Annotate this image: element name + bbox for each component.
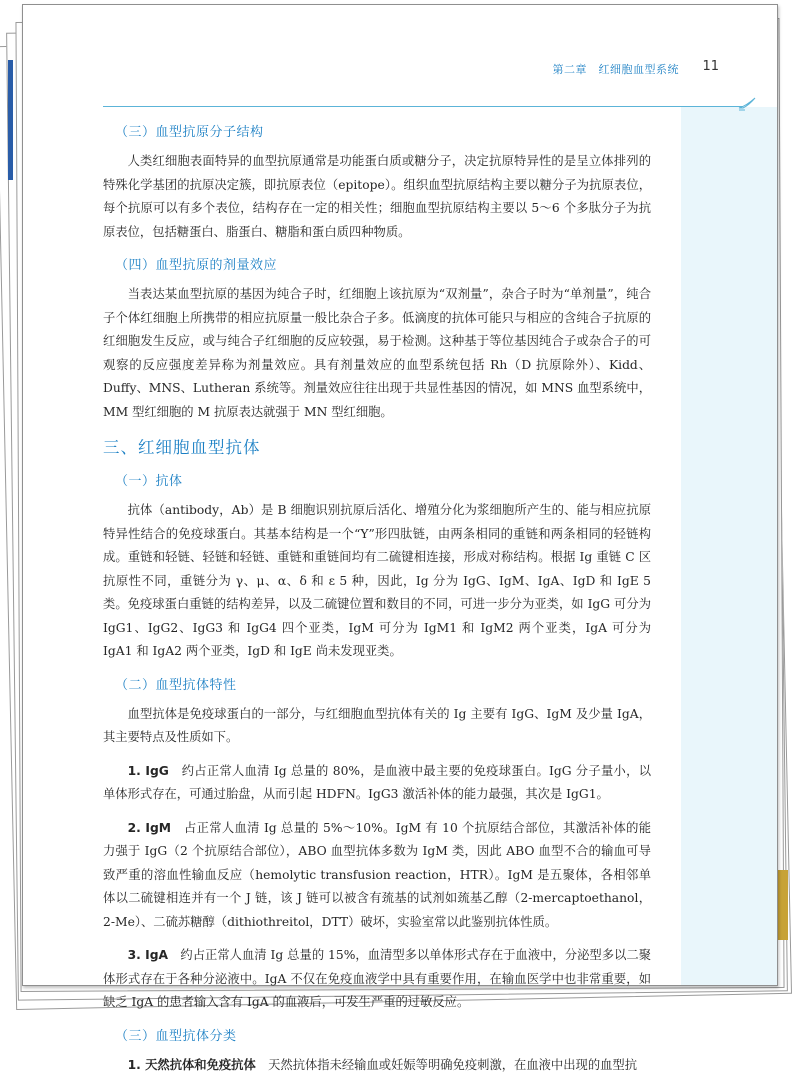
text-igm: 占正常人血清 Ig 总量的 5%～10%。IgM 有 10 个抗原结合部位，其激活补体的能力强于 IgG（2 个抗原结合部位），ABO 血型抗体多数为 IgM 类，因此 ABO 血型不合的输血可导致严重的溶血性输血反应（hemolytic transfusion reaction，HTR）。IgM 是五聚体，各相邻单体以二硫键相连并有一个 J 链，该 J 链可以被含有巯基的试剂如巯基乙醇（2-mercaptoethanol，2-Me）、二硫苏糖醇（dithiothreitol，DTT）破坏，实验室常以此鉴别抗体性质。	[103, 820, 651, 929]
book-page	[22, 4, 778, 1072]
chapter-section-heading-antibodies: 三、红细胞血型抗体	[103, 438, 261, 457]
paragraph-antibody-properties: 血型抗体是免疫球蛋白的一部分，与红细胞血型抗体有关的 Ig 主要有 IgG、IgM 及少量 IgA，其主要特点及性质如下。	[103, 706, 651, 744]
side-band	[681, 107, 777, 985]
page-header	[23, 59, 777, 79]
text-iga: 约占正常人血清 Ig 总量的 15%，血清型多以单体形式存在于血液中，分泌型多以二聚体形式存在于各种分泌液中。IgA 不仅在免疫血液学中具有重要作用，在输血医学中也非常重要，如缺乏 IgA 的患者输入含有 IgA 的血液后，可发生严重的过敏反应。	[103, 948, 651, 1009]
text-igg: 约占正常人血清 Ig 总量的 80%，是血液中最主要的免疫球蛋白。IgG 分子量小，以单体形式存在，可通过胎盘，从而引起 HDFN。IgG3 激活补体的能力最强，其次是 IgG1。	[103, 763, 651, 801]
paragraph-igm	[103, 817, 651, 935]
section-heading-dosage-effect: （四）血型抗原的剂量效应	[115, 258, 278, 273]
label-natural-antibody: 1. 天然抗体和免疫抗体	[127, 1057, 256, 1072]
paragraph-igg	[103, 760, 651, 807]
section-heading-antibody: （一）抗体	[115, 474, 183, 489]
section-heading-antibody-classification: （三）血型抗体分类	[115, 1028, 237, 1044]
label-iga: 3. IgA	[127, 948, 169, 962]
quill-icon	[737, 96, 757, 112]
book-edge-gold	[778, 870, 788, 940]
page-number: 11	[702, 59, 719, 74]
chapter-title: 第二章 红细胞血型系统	[552, 63, 679, 76]
label-igm: 2. IgM	[127, 820, 172, 835]
book-edge-blue	[8, 60, 13, 180]
text-natural-antibody: 天然抗体指未经输血或妊娠等明确免疫刺激，在血液中出现的血型抗	[268, 1057, 638, 1072]
header-rule	[103, 106, 681, 107]
header-rule-right	[681, 106, 743, 107]
paragraph-antigen-structure: 人类红细胞表面特异的血型抗原通常是功能蛋白质或糖分子，决定抗原特异性的是呈立体排列的特殊化学基团的抗原决定簇，即抗原表位（epitope）。组织血型抗原结构主要以糖分子为抗原表位，每个抗原可以有多个表位，结构存在一定的相关性；细胞血型抗原结构主要以 5～6 个多肽分子为抗原表位，包括糖蛋白、脂蛋白、糖脂和蛋白质四种物质。	[103, 154, 651, 239]
paragraph-iga	[103, 944, 651, 1015]
paragraph-antibody: 抗体（antibody，Ab）是 B 细胞识别抗原后活化、增殖分化为浆细胞所产生的、能与相应抗原特异性结合的免疫球蛋白。其基本结构是一个“Y”形四肽链，由两条相同的重链和两条相同的轻链构成。重链和轻链、轻链和轻链、重链和重链间均有二硫键相连接，形成对称结构。根据 Ig 重链 C 区抗原性不同，重链分为 γ、μ、α、δ 和 ε 5 种，因此，Ig 分为 IgG、IgM、IgA、IgD 和 IgE 5 类。免疫球蛋白重链的结构差异，以及二硫键位置和数目的不同，可进一步分为亚类，如 IgG 可分为 IgG1、IgG2、IgG3 和 IgG4 四个亚类，IgM 可分为 IgM1 和 IgM2 两个亚类，IgA 可分为 IgA1 和 IgA2 两个亚类，IgD 和 IgE 尚未发现亚类。	[103, 503, 651, 658]
paragraph-dosage-effect: 当表达某血型抗原的基因为纯合子时，红细胞上该抗原为“双剂量”，杂合子时为“单剂量”，纯合子个体红细胞上所携带的相应抗原量一般比杂合子多。低滴度的抗体可能只与相应的含纯合子抗原的红细胞发生反应，或与纯合子红细胞的反应较强，易于检测。这种基于等位基因纯合子或杂合子的可观察的反应强度差异称为剂量效应。具有剂量效应的血型系统包括 Rh（D 抗原除外）、Kidd、Duffy、MNS、Lutheran 系统等。剂量效应往往出现于共显性基因的情况，如 MNS 血型系统中，MM 型红细胞的 M 抗原表达就强于 MN 型红细胞。	[103, 287, 651, 419]
page-body	[103, 121, 651, 1087]
label-igg: 1. IgG	[127, 763, 169, 778]
paragraph-natural-antibody	[103, 1054, 651, 1078]
section-heading-antigen-structure: （三）血型抗原分子结构	[115, 125, 264, 140]
section-heading-antibody-properties: （二）血型抗体特性	[115, 677, 237, 693]
